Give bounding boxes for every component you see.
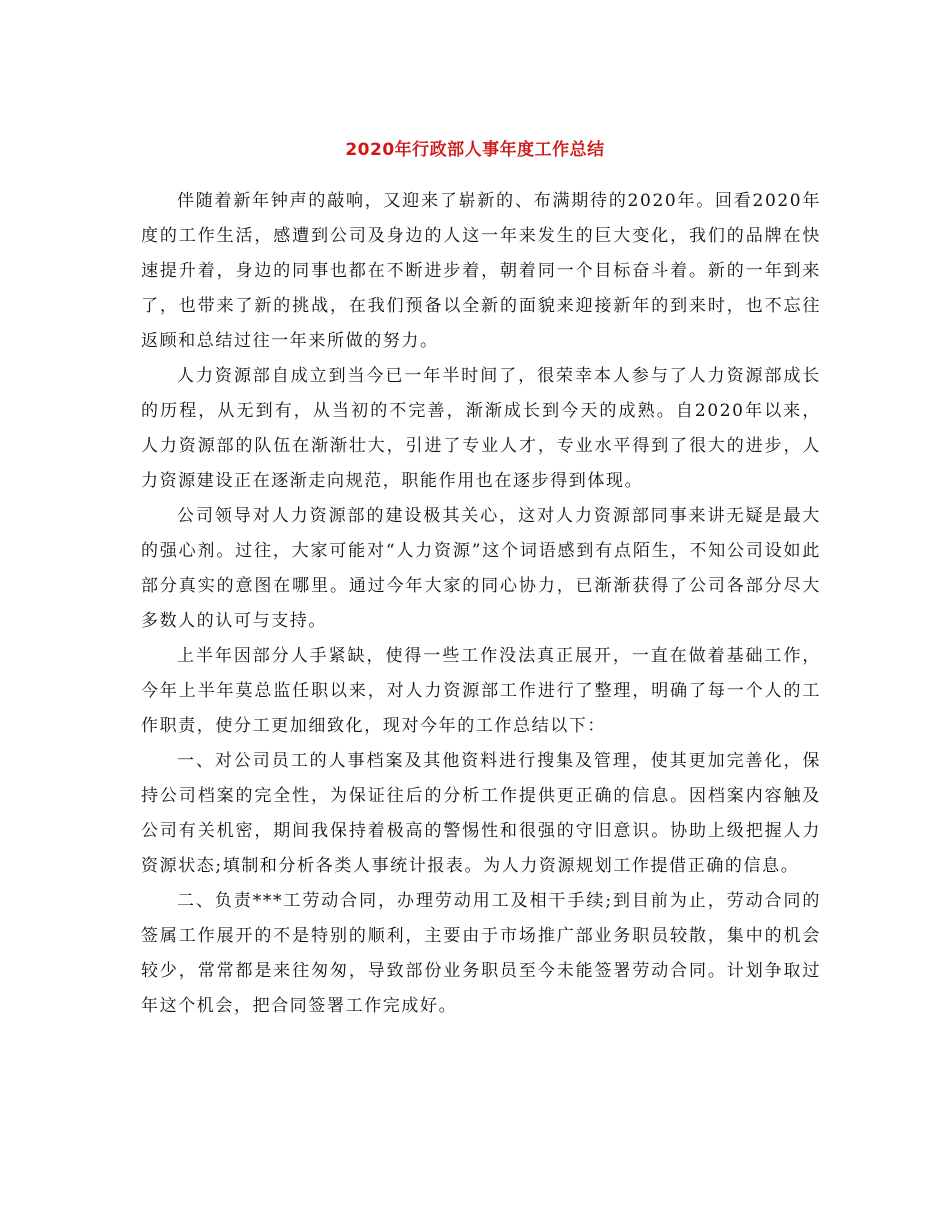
document-body	[141, 184, 821, 1024]
paragraph-1: 伴随着新年钟声的敲响，又迎来了崭新的、布满期待的2020年。回看2020年度的工作生活，感遭到公司及身边的人这一年来发生的巨大变化，我们的品牌在快速提升着，身边的同事也都在不断进步着，朝着同一个目标奋斗着。新的一年到来了，也带来了新的挑战，在我们预备以全新的面貌来迎接新年的到来时，也不忘往返顾和总结过往一年来所做的努力。	[141, 191, 821, 351]
paragraph-4: 上半年因部分人手紧缺，使得一些工作没法真正展开，一直在做着基础工作，今年上半年莫总监任职以来，对人力资源部工作进行了整理，明确了每一个人的工作职责，使分工更加细致化，现对今年的工作总结以下：	[141, 646, 821, 736]
paragraph-5: 一、对公司员工的人事档案及其他资料进行搜集及管理，使其更加完善化，保持公司档案的完全性，为保证往后的分析工作提供更正确的信息。因档案内容触及公司有关机密，期间我保持着极高的警惕性和很强的守旧意识。协助上级把握人力资源状态;填制和分析各类人事统计报表。为人力资源规划工作提借正确的信息。	[141, 751, 821, 876]
paragraph-6: 二、负责***工劳动合同，办理劳动用工及相干手续;到目前为止，劳动合同的签属工作展开的不是特别的顺利，主要由于市场推广部业务职员较散，集中的机会较少，常常都是来往匆匆，导致部份业务职员至今未能签署劳动合同。计划争取过年这个机会，把合同签署工作完成好。	[141, 891, 821, 1016]
document-title: 2020年行政部人事年度工作总结	[345, 140, 605, 160]
paragraph-2: 人力资源部自成立到当今已一年半时间了，很荣幸本人参与了人力资源部成长的历程，从无到有，从当初的不完善，渐渐成长到今天的成熟。自2020年以来，人力资源部的队伍在渐渐壮大，引进了专业人才，专业水平得到了很大的进步，人力资源建设正在逐渐走向规范，职能作用也在逐步得到体现。	[141, 366, 821, 491]
paragraph-3: 公司领导对人力资源部的建设极其关心，这对人力资源部同事来讲无疑是最大的强心剂。过往，大家可能对“人力资源”这个词语感到有点陌生，不知公司设如此部分真实的意图在哪里。通过今年大家的同心协力，已渐渐获得了公司各部分尽大多数人的认可与支持。	[141, 506, 821, 631]
